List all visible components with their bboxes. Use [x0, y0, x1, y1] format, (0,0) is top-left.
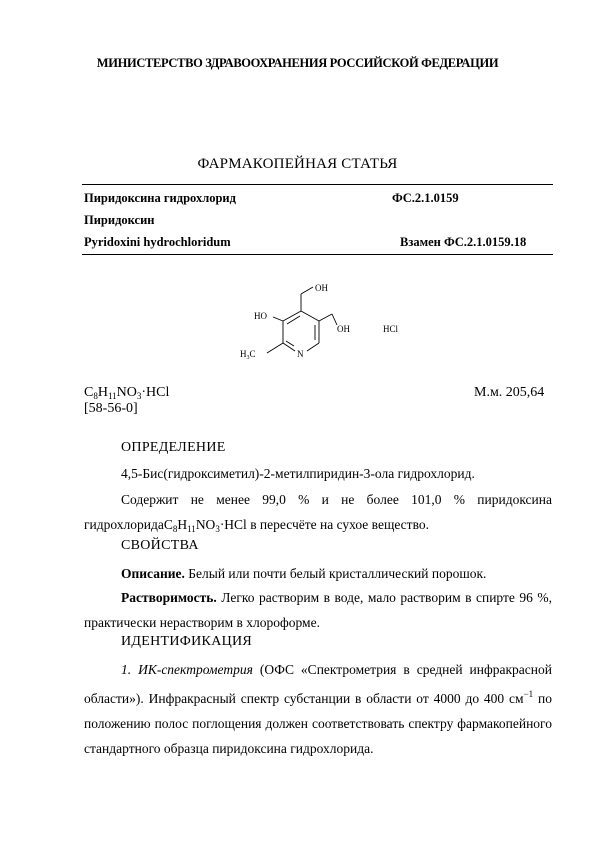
- hydroxy-ho-label: HO: [254, 311, 267, 321]
- monograph-name-lat: Pyridoxini hydrochloridum: [84, 235, 231, 249]
- bottom-rule: [82, 254, 553, 255]
- monograph-code: ФС.2.1.0159: [392, 191, 459, 205]
- section-definition: ОПРЕДЕЛЕНИЕ: [121, 440, 226, 455]
- cas-number: [58-56-0]: [84, 401, 138, 416]
- hydroxymethyl-oh2-label: OH: [337, 324, 350, 334]
- molecular-formula: $C_8H_{11}NO_3\cdot HCl$: [84, 385, 170, 401]
- hcl-label: HCl: [383, 324, 399, 334]
- chemical-name: 4,5-Бис(гидроксиметил)-2-метилпиридин-3-ола гидрохлорид.: [121, 466, 475, 481]
- molecular-weight: М.м. 205,64: [474, 385, 545, 400]
- monograph-name-ru: Пиридоксина гидрохлорид: [84, 191, 236, 205]
- document-type: ФАРМАКОПЕЙНАЯ СТАТЬЯ: [197, 156, 398, 172]
- section-identification: ИДЕНТИФИКАЦИЯ: [121, 634, 253, 649]
- monograph-alt-name: Пиридоксин: [84, 213, 155, 227]
- nitrogen-label: N: [297, 349, 304, 359]
- structural-formula: [220, 270, 420, 380]
- section-properties: СВОЙСТВА: [121, 538, 199, 553]
- content-paragraph: Содержит не менее 99,0 % и не более 101,0 % пиридоксина $гидрохлоридаC_8H_{11}NO_3\cdot HCl$ в пересчёте на сухое вещество.: [84, 492, 552, 534]
- ministry-title: МИНИСТЕРСТВО ЗДРАВООХРАНЕНИЯ РОССИЙСКОЙ ФЕДЕРАЦИИ: [96, 56, 499, 70]
- pyridine-ring: [267, 287, 337, 353]
- replaces-code: Взамен ФС.2.1.0159.18: [400, 235, 527, 249]
- solubility-paragraph: Растворимость. Легко растворим в воде, мало растворим в спирте 96 %, практически нерастворим в хлороформе.: [84, 590, 552, 630]
- methyl-label: $H_3C$: [240, 349, 256, 361]
- ir-paragraph: 1. ИК-спектрометрия (ОФС «Спектрометрия в средней инфракрасной области»). Инфракрасный спектр субстанции в области от 4000 до 400 $см^{-1}$ по положению полос поглощения должен соответствовать спектру фармакопейного стандартного образца пиридоксина гидрохлорида.: [84, 662, 552, 756]
- hydroxymethyl-oh-label: OH: [315, 283, 328, 293]
- top-rule: [82, 184, 553, 185]
- description-paragraph: Описание. Белый или почти белый кристаллический порошок.: [121, 566, 487, 581]
